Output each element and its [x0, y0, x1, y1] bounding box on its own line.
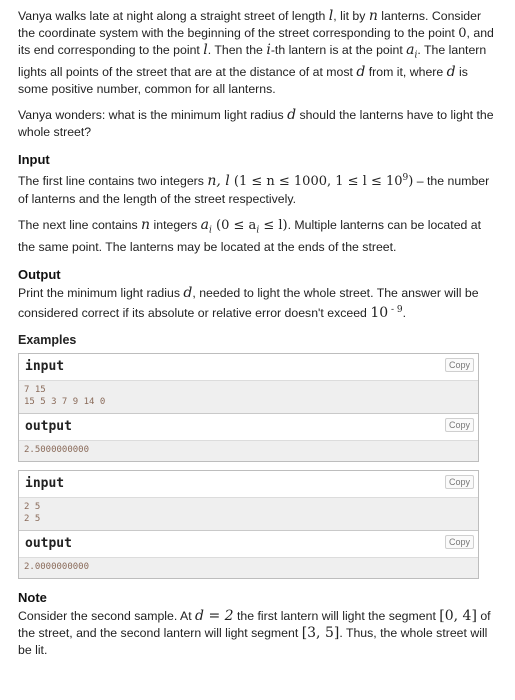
text: of the street, and the second lantern will light segment: [18, 609, 491, 641]
input-content: 7 15 15 5 3 7 9 14 0: [19, 381, 478, 413]
text: is some positive number, common for all lanterns.: [18, 65, 468, 97]
math-constraint-end: ): [408, 174, 414, 190]
text: Consider the second sample. At: [18, 609, 196, 624]
output-header: [19, 531, 478, 558]
math-zero: 0: [458, 26, 467, 41]
math-equation: d = 2: [195, 608, 234, 625]
output-content: 2.5000000000: [19, 441, 478, 461]
example-2-output: [19, 530, 478, 578]
math-a: a: [200, 216, 210, 233]
text: -th lantern is at the point: [270, 43, 407, 57]
math-d: d: [446, 64, 456, 81]
math-exponent: - 9: [388, 305, 403, 315]
text: integers: [150, 217, 201, 232]
examples-title: Examples: [18, 333, 77, 348]
text: , needed to light the whole street. The answer will be considered correct if its absolute or relative error doesn't exceed: [18, 286, 479, 321]
text: from it, where: [365, 65, 447, 80]
text: should the lanterns have to light the whole street?: [18, 108, 494, 140]
math-d: d: [183, 285, 193, 301]
copy-button[interactable]: Copy: [445, 358, 474, 372]
math-l: l: [203, 42, 208, 58]
text: Vanya walks late at night along a straight street of length: [18, 9, 329, 23]
example-2: [18, 470, 479, 579]
copy-button[interactable]: Copy: [445, 418, 474, 432]
copy-button[interactable]: Copy: [445, 475, 474, 489]
note-section-title: Note: [18, 590, 47, 606]
math-sub-i: i: [209, 225, 212, 235]
math-constraint-end: ≤ l): [259, 217, 288, 233]
math-exponent: 9: [402, 173, 409, 184]
statement-paragraph-1: [18, 8, 497, 98]
output-section-title: Output: [18, 267, 61, 282]
math-l: l: [328, 8, 334, 24]
copy-button[interactable]: Copy: [445, 535, 474, 549]
input-paragraph-1: [18, 170, 497, 207]
statement-paragraph-2: [18, 107, 497, 141]
text: . Then the: [207, 43, 267, 57]
text: . The lantern lights all points of the street that are at the distance of at most: [18, 43, 487, 80]
example-1: [18, 353, 479, 462]
text: , and its end corresponding to the point: [18, 26, 494, 57]
math-base: 10: [370, 305, 389, 322]
input-label: input: [25, 359, 65, 375]
math-i: i: [266, 42, 271, 58]
text: , lit by: [333, 9, 369, 23]
output-paragraph: [18, 285, 497, 322]
example-2-input: [19, 471, 478, 530]
example-1-input: [19, 354, 478, 413]
text: the first lantern will light the segment: [233, 609, 440, 624]
math-vars: n, l: [207, 173, 230, 190]
note-paragraph: [18, 608, 497, 659]
math-constraint: (1 ≤ n ≤ 1000, 1 ≤ l ≤ 10: [229, 174, 403, 190]
math-sub-i: i: [256, 225, 260, 235]
math-n: n: [368, 8, 378, 24]
math-n: n: [141, 216, 151, 233]
output-header: [19, 414, 478, 441]
text: . Multiple lanterns can be located at the same point. The lanterns may be located at the ends of the street.: [18, 217, 482, 254]
input-label: input: [25, 476, 65, 492]
math-d: d: [356, 64, 366, 81]
output-content: 2.0000000000: [19, 558, 478, 578]
math-sub-i: i: [414, 50, 418, 61]
text: Vanya wonders: what is the minimum light radius: [18, 108, 288, 123]
output-label: output: [25, 419, 72, 435]
text: The first line contains two integers: [18, 174, 208, 189]
text: Print the minimum light radius: [18, 286, 184, 300]
text: – the number of lanterns and the length of the street respectively.: [18, 174, 490, 206]
input-header: [19, 354, 478, 381]
math-a: a: [406, 42, 415, 58]
math-d: d: [287, 107, 297, 124]
text: lanterns. Consider the coordinate system with the beginning of the street corresponding to the point: [18, 9, 482, 40]
math-segment: [0, 4]: [439, 608, 477, 625]
example-1-output: [19, 413, 478, 461]
text: The next line contains: [18, 217, 142, 232]
text: . Thus, the whole street will be lit.: [18, 626, 488, 658]
input-header: [19, 471, 478, 498]
output-label: output: [25, 536, 72, 552]
input-paragraph-2: [18, 217, 497, 256]
input-content: 2 5 2 5: [19, 498, 478, 530]
text: .: [402, 306, 407, 321]
math-segment: [3, 5]: [301, 625, 340, 642]
input-section-title: Input: [18, 152, 50, 168]
math-constraint: (0 ≤ a: [211, 217, 257, 233]
